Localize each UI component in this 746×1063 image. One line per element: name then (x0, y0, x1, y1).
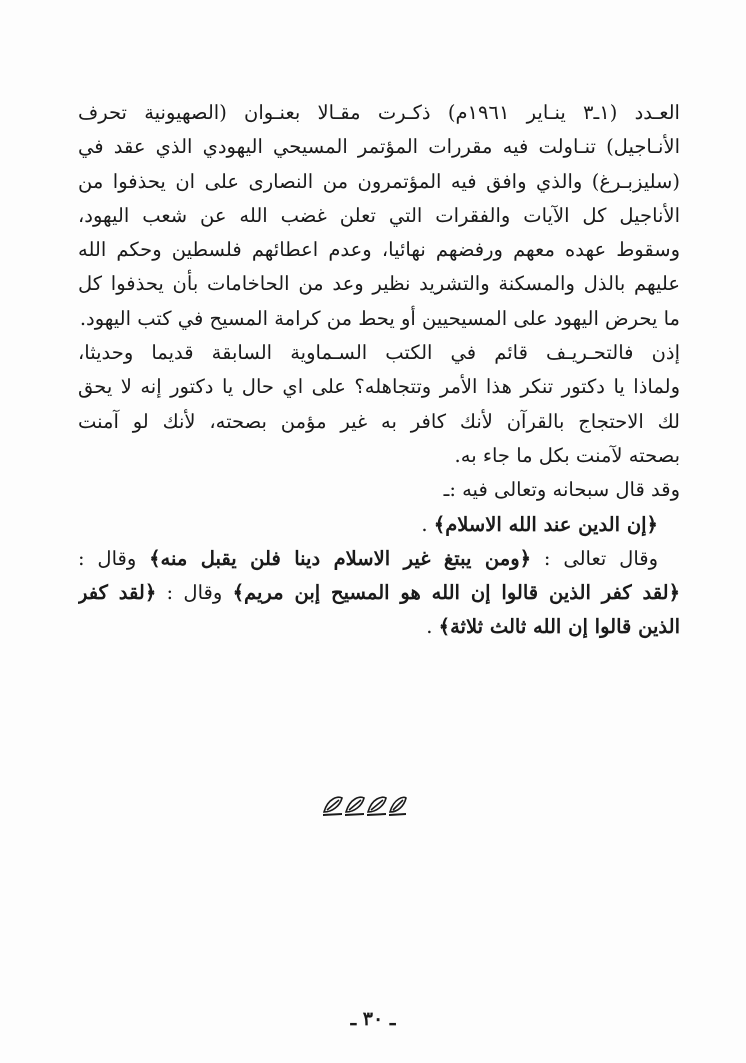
text-line: إذن فالتحـريـف قائم في الكتب السـماوية السابقة قديما وحديثا، (78, 341, 680, 365)
text-line: الأنـاجيل) تنـاولت فيه مقررات المؤتمر المسيحي اليهودي الذي عقد في (78, 135, 680, 159)
text-line: وسقوط عهده معهم ورفضهم نهائيا، وعدم اعطائهم فلسطين وحكم الله (78, 238, 680, 262)
paragraph-conference (78, 96, 680, 336)
verse-end-mark: . (421, 512, 434, 536)
text-line: (سليزبـرغ) والذي وافق فيه المؤتمرون من النصارى على ان يحذفوا من (78, 169, 680, 193)
verse-line (78, 542, 680, 576)
quran-verse: ﴿لقد كفر (78, 581, 157, 605)
verse-end-mark: . (426, 615, 439, 639)
leaf-ornament-icon (320, 792, 408, 818)
section-divider-ornament (318, 790, 410, 820)
verse-connector: وقال : (156, 581, 233, 605)
text-line: العـدد (١ـ٣ ينـاير ١٩٦١م) ذكـرت مقـالا بعنـوان (الصهيونية تحرف (78, 101, 680, 124)
verse-connector: وقال : (78, 546, 150, 570)
text-line: بصحته لآمنت بكل ما جاء به. (454, 443, 680, 467)
text-line: لك الاحتجاج بالقرآن لأنك كافر به غير مؤمن بصحته، لأنك لو آمنت (78, 409, 680, 433)
text-line: الأناجيل كل الآيات والفقرات التي تعلن غضب الله عن شعب اليهود، (78, 203, 680, 227)
text-line: عليهم بالذل والمسكنة والتشريد نظير وعد من الحاخامات بأن يحذفوا كل (78, 272, 680, 296)
quran-verse: ﴿ومن يبتغ غير الاسلام دينا فلن يقبل منه﴾ (149, 546, 532, 570)
verse-line (78, 508, 680, 542)
verse-line (78, 610, 680, 644)
text-line: ولماذا يا دكتور تنكر هذا الأمر وتتجاهله؟ على اي حال يا دكتور إنه لا يحق (78, 375, 680, 399)
paragraph-distortion (78, 336, 680, 473)
page-number: ـ ٣٠ ـ (350, 1008, 396, 1030)
quran-verse: ﴿إن الدين عند الله الاسلام﴾ (433, 512, 658, 536)
body-text (78, 96, 680, 645)
text-line: وقد قال سبحانه وتعالى فيه :ـ (443, 478, 680, 502)
paragraph-quran-verses (78, 473, 680, 644)
quran-verse: الذين قالوا إن الله ثالث ثلاثة﴾ (438, 615, 680, 639)
verse-line (78, 576, 680, 610)
text-line: ما يحرض اليهود على المسيحيين أو يحط من كرامة المسيح في كتب اليهود. (79, 306, 680, 330)
quran-verse: ﴿لقد كفر الذين قالوا إن الله هو المسيح إبن مريم﴾ (232, 581, 680, 605)
verse-intro: وقال تعالى : (531, 546, 658, 570)
